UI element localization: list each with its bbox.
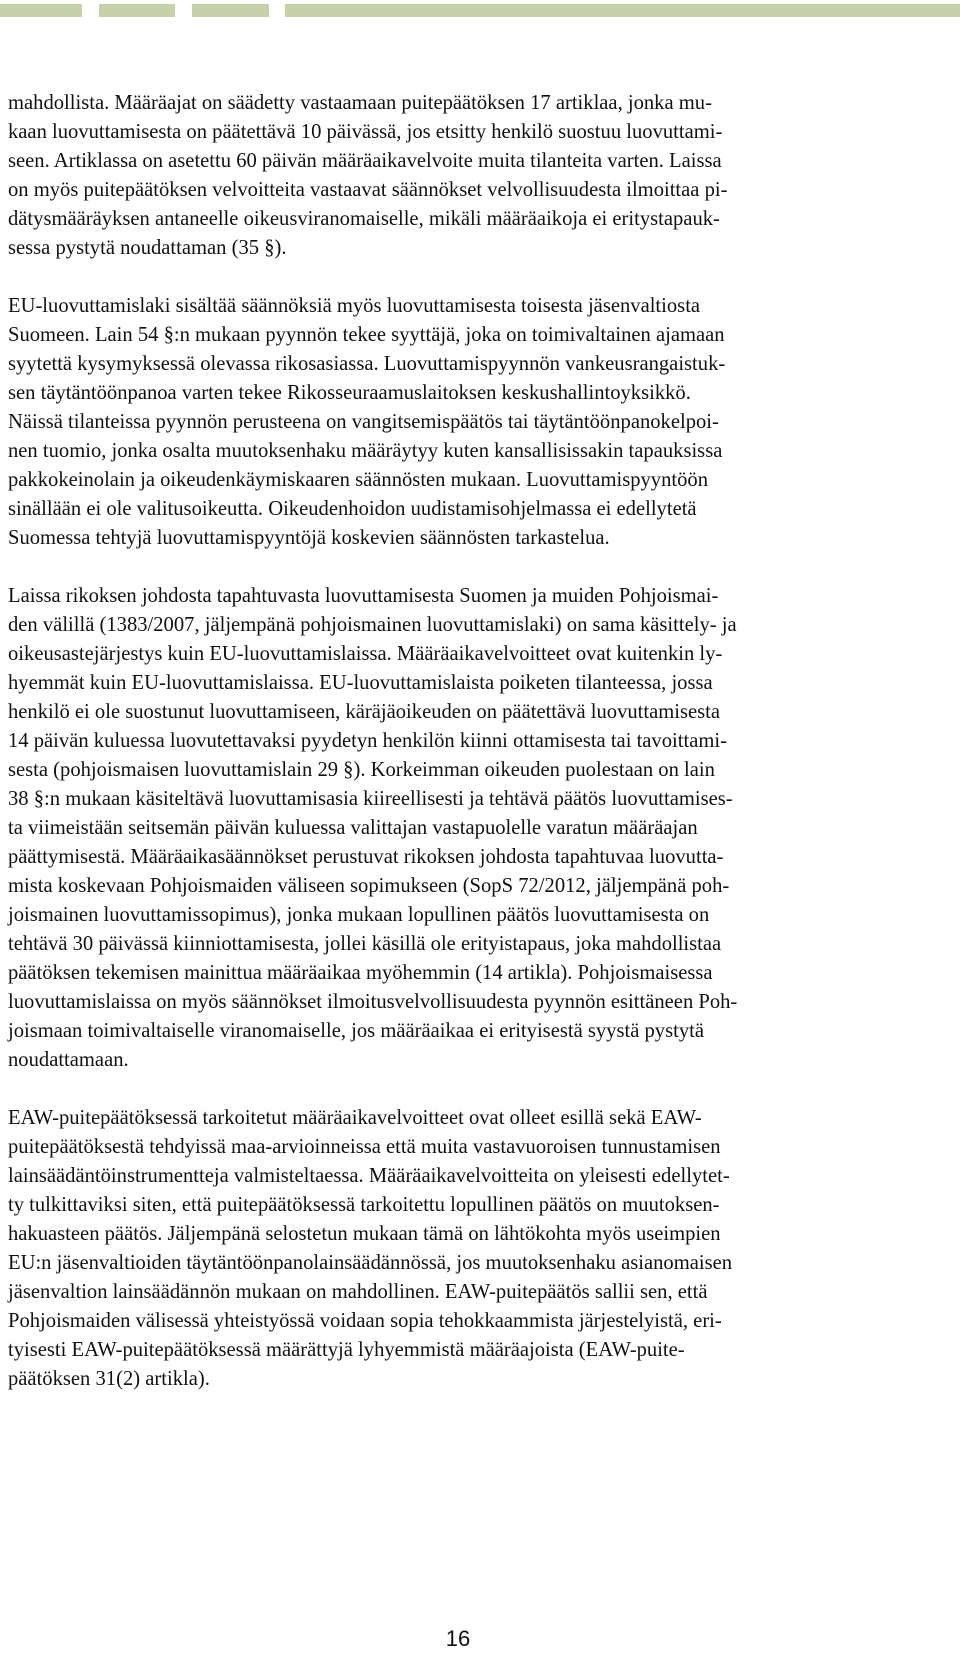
page-number: 16	[445, 1626, 471, 1651]
header-bar	[0, 4, 82, 17]
header-bar	[285, 4, 960, 17]
document-body	[8, 89, 908, 1423]
paragraph: mahdollista. Määräajat on säädetty vastaamaan puitepäätöksen 17 artiklaa, jonka mu- kaan luovuttamisesta on päätettävä 10 päivässä, jos etsitty henkilö suostuu luovuttami- seen. Artiklassa on asetettu 60 päivän määräaikavelvoite muita tilanteita varten. Laissa on myös puitepäätöksen velvoitteita vastaavat säännökset velvollisuudesta ilmoittaa pi- dätysmääräyksen antaneelle oikeusviranomaiselle, mikäli määräaikoja ei eritystapauk- sessa pystytä noudattaman (35 §).	[8, 92, 728, 259]
header-bar	[192, 4, 269, 17]
header-decoration	[0, 4, 960, 18]
paragraph: EAW-puitepäätöksessä tarkoitetut määräaikavelvoitteet ovat olleet esillä sekä EAW- puitepäätöksestä tehdyissä maa-arvioinneissa että muita vastavuoroisen tunnustamisen lainsäädäntöinstrumentteja valmisteltaessa. Määräaikavelvoitteita on yleisesti edellytet- ty tulkittaviksi siten, että puitepäätöksessä tarkoitettu lopullinen päätös on muutoksen- hakuasteen päätös. Jäljempänä selostetun mukaan tämä on lähtökohta myös useimpien EU:n jäsenvaltioiden täytäntöönpanolainsäädännössä, jos muutoksenhaku asianomaisen jäsenvaltion lainsäädännön mukaan on mahdollinen. EAW-puitepäätös sallii sen, että Pohjoismaiden välisessä yhteistyössä voidaan sopia tehokkaammista järjestelyistä, eri- tyisesti EAW-puitepäätöksessä määrättyjä lyhyemmistä määräajoista (EAW-puite- päätöksen 31(2) artikla).	[8, 1107, 733, 1390]
header-bar	[99, 4, 175, 17]
paragraph: EU-luovuttamislaki sisältää säännöksiä myös luovuttamisesta toisesta jäsenvaltiosta Suomeen. Lain 54 §:n mukaan pyynnön tekee syyttäjä, joka on toimivaltainen ajamaan syytettä kysymyksessä olevassa rikosasiassa. Luovuttamispyynnön vankeusrangaistuk- sen täytäntöönpanoa varten tekee Rikosseuraamuslaitoksen keskushallintoyksikkö. Näissä tilanteissa pyynnön perusteena on vangitsemispäätös tai täytäntöönpanokelpoi- nen tuomio, jonka osalta muutoksenhaku määräytyy kuten kansallisissakin tapauksissa pakkokeinolain ja oikeudenkäymiskaaren säännösten mukaan. Luovuttamispyyntöön sinällään ei ole valitusoikeutta. Oikeudenhoidon uudistamisohjelmassa ei edellytetä Suomessa tehtyjä luovuttamispyyntöjä koskevien säännösten tarkastelua.	[8, 295, 726, 549]
paragraph: Laissa rikoksen johdosta tapahtuvasta luovuttamisesta Suomen ja muiden Pohjoismai- den välillä (1383/2007, jäljempänä pohjoismainen luovuttamislaki) on sama käsittely- ja oikeusastejärjestys kuin EU-luovuttamislaissa. Määräaikavelvoitteet ovat kuitenkin ly- hyemmät kuin EU-luovuttamislaissa. EU-luovuttamislaista poiketen tilanteessa, jossa henkilö ei ole suostunut luovuttamiseen, käräjäoikeuden on päätettävä luovuttamisesta 14 päivän kuluessa luovutettavaksi pyydetyn henkilön kiinni ottamisesta tai tavoittami- sesta (pohjoismaisen luovuttamislain 29 §). Korkeimman oikeuden puolestaan on lain 38 §:n mukaan käsiteltävä luovuttamisasia kiireellisesti ja tehtävä päätös luovuttamises- ta viimeistään seitsemän päivän kuluessa valittajan vastapuolelle varatun määräajan päättymisestä. Määräaikasäännökset perustuvat rikoksen johdosta tapahtuvaa luovutta- mista koskevaan Pohjoismaiden väliseen sopimukseen (SopS 72/2012, jäljempänä poh- joismainen luovuttamissopimus), jonka mukaan lopullinen päätös luovuttamisesta on tehtävä 30 päivässä kiinniottamisesta, jollei käsillä ole erityistapaus, joka mahdollistaa päätöksen tekemisen mainittua määräaikaa myöhemmin (14 artikla). Pohjoismaisessa luovuttamislaissa on myös säännökset ilmoitusvelvollisuudesta pyynnön esittäneen Poh- joismaan toimivaltaiselle viranomaiselle, jos määräaikaa ei erityisestä syystä pystytä noudattamaan.	[8, 585, 738, 1071]
